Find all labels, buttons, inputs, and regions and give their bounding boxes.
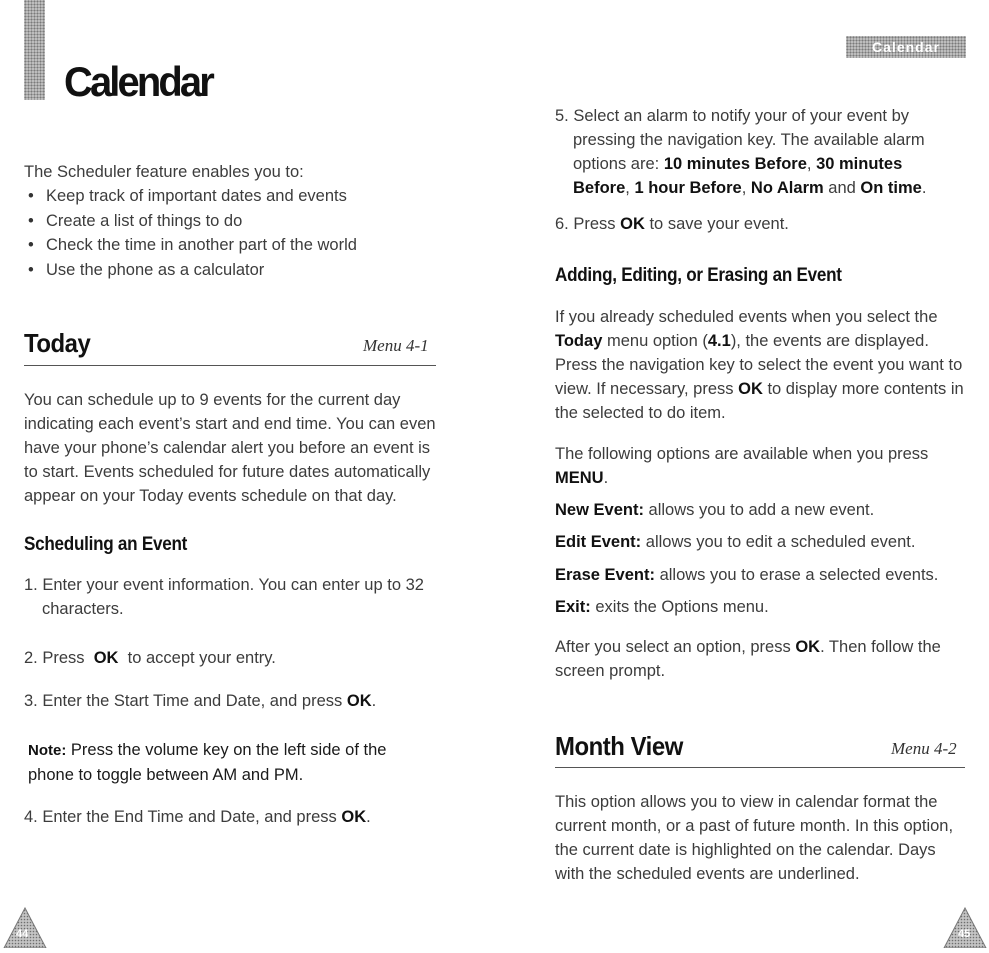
- note-label: Note:: [28, 742, 67, 759]
- chapter-tab-decoration: [24, 0, 45, 100]
- list-item: • Create a list of things to do: [24, 209, 424, 234]
- intro-text: The Scheduler feature enables you to:: [24, 163, 304, 181]
- menu-ref-today: Menu 4-1: [363, 336, 429, 355]
- subsection-title-scheduling: Scheduling an Event: [24, 534, 188, 555]
- page-number-right: 45: [942, 906, 988, 948]
- section-divider: [555, 767, 965, 768]
- option-edit-event: Edit Event: allows you to edit a scheduled event.: [555, 533, 916, 551]
- subsection-title-adding: Adding, Editing, or Erasing an Event: [555, 265, 842, 286]
- after-option-text: After you select an option, press OK. Then follow the screen prompt.: [555, 638, 941, 680]
- step-5: 5. Select an alarm to notify your of your event by pressing the navigation key. The available alarm options are: 10 minutes Before, 30 minutes Before, 1 hour Before, No Alarm and On time.: [555, 107, 927, 197]
- adding-body: If you already scheduled events when you select the Today menu option (4.1), the events are displayed. Press the navigation key to select the event you want to view. If necessary, press OK to display more contents in the selected to do item.: [555, 308, 964, 422]
- today-body: You can schedule up to 9 events for the current day indicating each event’s start and end time. You can even have your phone’s calendar alert you before an event is to start. Events scheduled for future dates automatically appear on your Today events schedule on that day.: [24, 391, 436, 505]
- triangle-page-marker-icon: [2, 906, 48, 948]
- ok-key-label: OK: [620, 215, 645, 233]
- step-1: 1. Enter your event information. You can enter up to 32 characters.: [24, 576, 424, 618]
- menu-ref-month-view: Menu 4-2: [891, 739, 957, 758]
- section-divider: [24, 365, 436, 366]
- section-title-today: Today: [24, 328, 91, 358]
- header-tab-label: Calendar: [872, 39, 940, 55]
- option-new-event: New Event: allows you to add a new event.: [555, 501, 875, 519]
- step-3: 3. Enter the Start Time and Date, and press OK.: [24, 692, 377, 710]
- ok-key-label: OK: [341, 808, 367, 826]
- page-number-left: 44: [2, 906, 48, 948]
- step-2: 2. Press OK to accept your entry.: [24, 649, 276, 667]
- list-item: • Use the phone as a calculator: [24, 258, 424, 283]
- month-view-body: This option allows you to view in calendar format the current month, or a past of future month. In this option, the current date is highlighted on the calendar. Days with the scheduled events are underlined.: [555, 793, 954, 883]
- list-item: • Check the time in another part of the world: [24, 233, 424, 258]
- options-intro: The following options are available when you press MENU.: [555, 445, 929, 487]
- option-exit: Exit: exits the Options menu.: [555, 598, 769, 616]
- step-6: 6. Press OK to save your event.: [555, 215, 789, 233]
- note: Note: Press the volume key on the left side of the phone to toggle between AM and PM.: [28, 741, 387, 784]
- header-tab: [846, 36, 966, 58]
- triangle-page-marker-icon: [942, 906, 988, 948]
- ok-key-label: OK: [93, 649, 119, 667]
- section-title-month-view: Month View: [555, 731, 683, 761]
- list-item: • Keep track of important dates and events: [24, 184, 424, 209]
- option-erase-event: Erase Event: allows you to erase a selected events.: [555, 566, 939, 584]
- feature-list: [24, 184, 424, 282]
- ok-key-label: OK: [346, 692, 372, 710]
- chapter-title: Calendar: [64, 58, 212, 105]
- step-4: 4. Enter the End Time and Date, and press OK.: [24, 808, 371, 826]
